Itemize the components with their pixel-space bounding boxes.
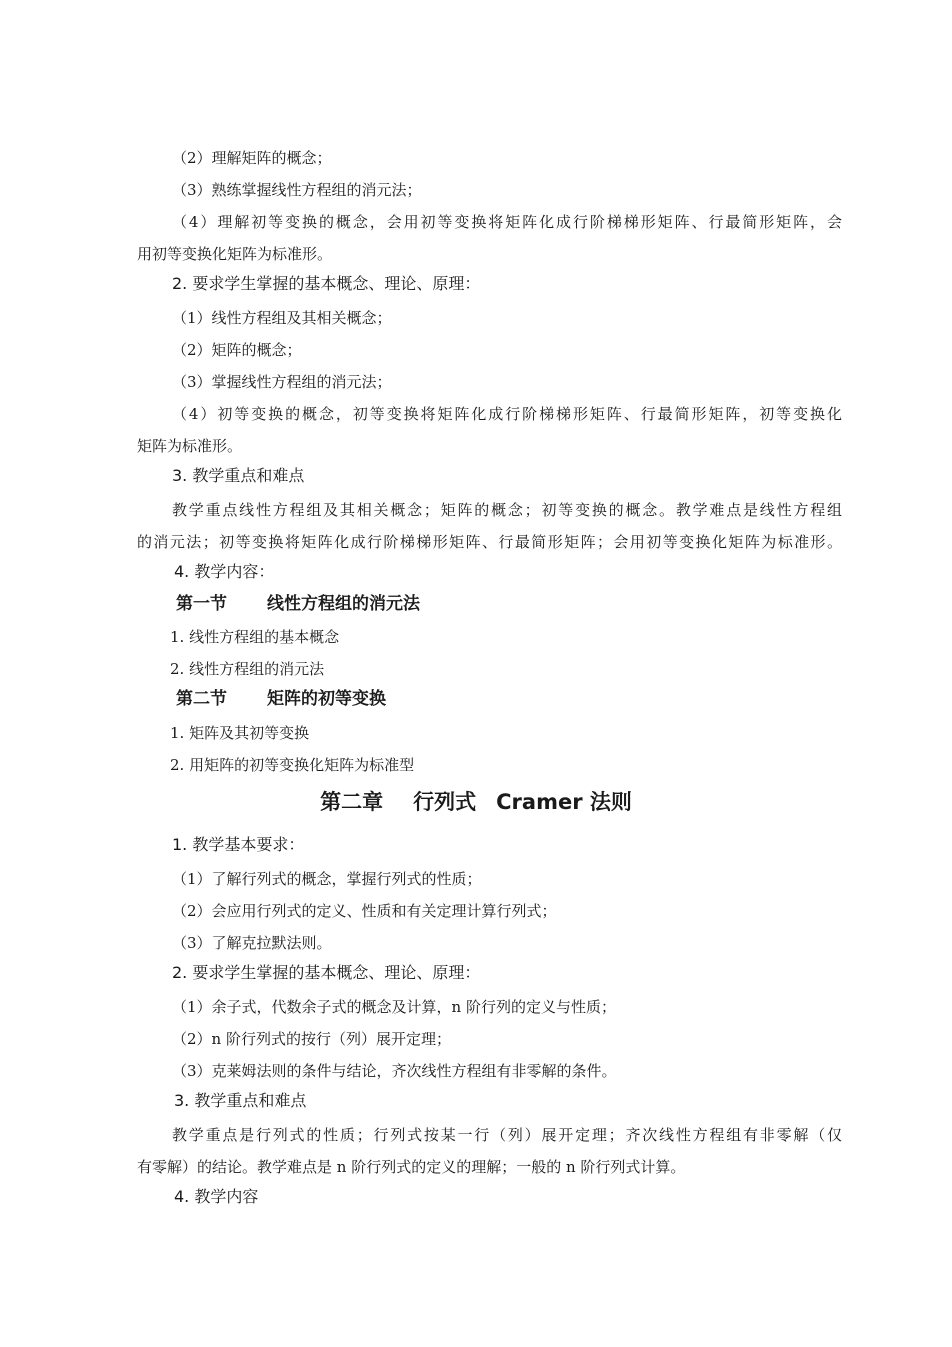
chapter-title <box>0 789 952 815</box>
section-title-1 <box>176 594 881 614</box>
section-heading: 1. 教学基本要求： <box>172 835 305 854</box>
list-item: （2）n 阶行列式的按行（列）展开定理； <box>172 1030 451 1048</box>
paragraph-line: 用初等变换化矩阵为标准形。 <box>137 245 333 263</box>
list-item: 2. 用矩阵的初等变换化矩阵为标准型 <box>170 756 415 774</box>
paragraph-line: （4）初等变换的概念，初等变换将矩阵化成行阶梯梯形矩阵、行最简形矩阵，初等变换化 <box>172 405 842 423</box>
section-name: 线性方程组的消元法 <box>267 594 420 614</box>
section-title-2 <box>176 689 881 709</box>
paragraph-line: （4）理解初等变换的概念，会用初等变换将矩阵化成行阶梯梯形矩阵、行最简形矩阵，会 <box>172 213 842 231</box>
list-item: （1）余子式，代数余子式的概念及计算，n 阶行列的定义与性质； <box>172 998 616 1016</box>
list-item: （3）熟练掌握线性方程组的消元法； <box>172 181 422 199</box>
list-item: 1. 矩阵及其初等变换 <box>170 724 310 742</box>
list-item: （2）会应用行列式的定义、性质和有关定理计算行列式； <box>172 902 557 920</box>
section-heading: 4. 教学内容 <box>174 1187 259 1206</box>
list-item: （3）了解克拉默法则。 <box>172 934 332 952</box>
list-item: 2. 线性方程组的消元法 <box>170 660 325 678</box>
paragraph-line: 的消元法；初等变换将矩阵化成行阶梯梯形矩阵、行最简形矩阵；会用初等变换化矩阵为标准形。 <box>137 533 842 551</box>
paragraph-line: 有零解）的结论。教学难点是 n 阶行列式的定义的理解；一般的 n 阶行列式计算。 <box>137 1158 686 1176</box>
list-item: 1. 线性方程组的基本概念 <box>170 628 340 646</box>
paragraph-line: 矩阵为标准形。 <box>137 437 243 455</box>
section-name: 矩阵的初等变换 <box>267 689 386 709</box>
list-item: （2）矩阵的概念； <box>172 341 302 359</box>
section-heading: 4. 教学内容： <box>174 562 275 581</box>
list-item: （3）掌握线性方程组的消元法； <box>172 373 392 391</box>
section-heading: 2. 要求学生掌握的基本概念、理论、原理： <box>172 274 481 293</box>
list-item: （1）线性方程组及其相关概念； <box>172 309 392 327</box>
chapter-subject: 行列式 <box>413 790 477 814</box>
section-heading: 3. 教学重点和难点 <box>172 466 305 485</box>
section-number: 第二节 <box>176 689 227 709</box>
paragraph-line: 教学重点是行列式的性质；行列式按某一行（列）展开定理；齐次线性方程组有非零解（仅 <box>172 1126 842 1144</box>
list-item: （1）了解行列式的概念，掌握行列式的性质； <box>172 870 482 888</box>
paragraph-line: 教学重点线性方程组及其相关概念；矩阵的概念；初等变换的概念。教学难点是线性方程组 <box>172 501 842 519</box>
list-item: （3）克莱姆法则的条件与结论，齐次线性方程组有非零解的条件。 <box>172 1062 617 1080</box>
section-number: 第一节 <box>176 594 227 614</box>
section-heading: 2. 要求学生掌握的基本概念、理论、原理： <box>172 963 481 982</box>
chapter-name: Cramer 法则 <box>496 790 632 814</box>
section-heading: 3. 教学重点和难点 <box>174 1091 307 1110</box>
chapter-number: 第二章 <box>320 790 384 814</box>
list-item: （2）理解矩阵的概念； <box>172 149 332 167</box>
